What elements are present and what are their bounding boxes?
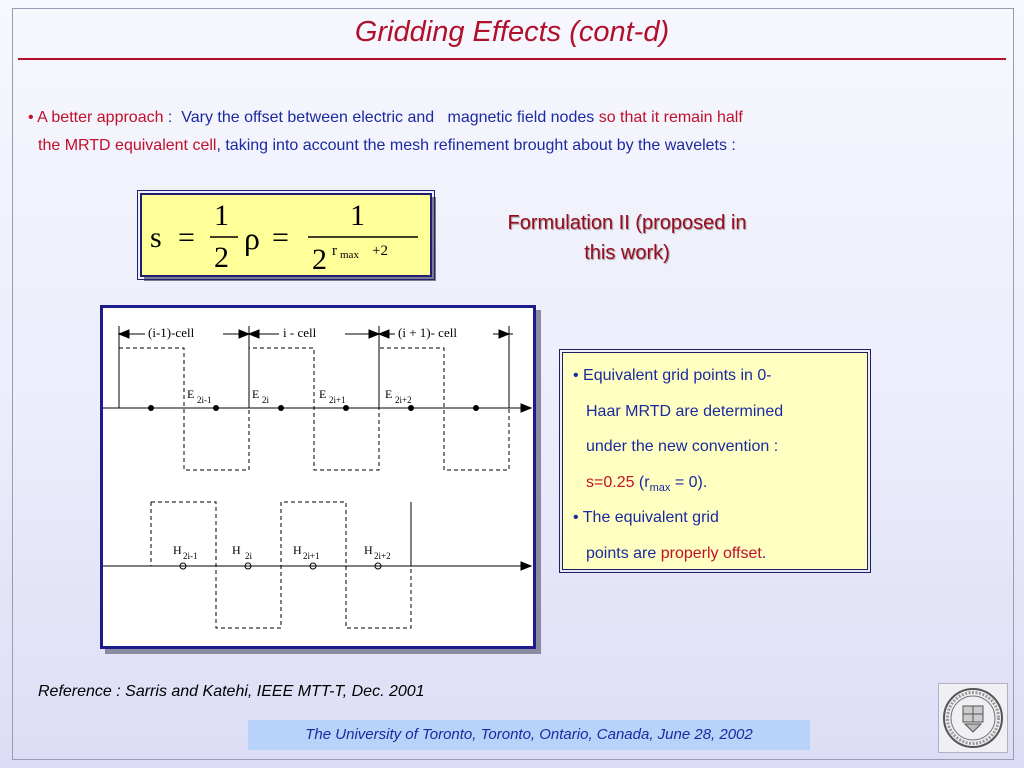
grid-diagram	[100, 305, 536, 649]
university-seal-icon	[938, 683, 1008, 753]
approach-bullet	[28, 104, 743, 160]
bullet-marker: •	[28, 109, 34, 126]
cell-label-next: (i + 1)- cell	[398, 325, 457, 340]
info-b1-l4a: (r	[634, 473, 650, 491]
formula-exp-plus2: +2	[372, 243, 388, 259]
h-label-1: H	[173, 543, 182, 557]
formula-den-1: 2	[214, 241, 229, 274]
cell-label-prev: (i-1)-cell	[148, 325, 195, 340]
h-sub-4: 2i+2	[374, 551, 391, 561]
formulation-label-line2: this work)	[584, 242, 670, 264]
h-sub-3: 2i+1	[303, 551, 320, 561]
approach-text-2: so that it remain half	[594, 109, 743, 126]
info-bullet-1-line-1: • Equivalent grid points in 0-	[573, 367, 772, 384]
formula-exp-r: r	[332, 243, 337, 259]
approach-text-3: the MRTD equivalent cell	[38, 137, 217, 154]
h-label-2: H	[232, 543, 241, 557]
info-bullet-2-line-1: • The equivalent grid	[573, 509, 719, 526]
e-label-1: E	[187, 387, 195, 401]
formula-eq-2: =	[272, 221, 289, 254]
info-b1-l4-sub: max	[649, 481, 671, 494]
info-b2-l2a: points are	[586, 544, 661, 562]
formula-exp-max: max	[340, 249, 359, 261]
info-b1-l1: Equivalent grid points in 0-	[583, 367, 772, 384]
formula-svg	[142, 195, 430, 275]
info-bullet-2-line-2	[573, 536, 867, 572]
seal-svg	[939, 684, 1007, 752]
info-bullet-1-line-4	[573, 465, 867, 501]
formula-rho: ρ	[244, 220, 260, 256]
e-label-3: E	[319, 387, 327, 401]
e-sub-3: 2i+1	[329, 395, 346, 405]
formula-s: s	[150, 221, 162, 254]
info-s-value: s=0.25	[586, 473, 635, 491]
approach-colon: :	[163, 109, 182, 126]
info-b1-l2: Haar MRTD are determined	[586, 402, 784, 420]
formulation-label-line1: Formulation II (proposed in	[507, 212, 747, 234]
formula-num-1: 1	[214, 199, 229, 232]
h-sub-2: 2i	[245, 551, 253, 561]
formula-box	[140, 193, 432, 277]
approach-label: A better approach	[37, 109, 164, 126]
approach-text-4: taking into account the mesh refinement brought about by the wavelets :	[225, 137, 736, 154]
slide-title: Gridding Effects (cont-d)	[354, 16, 670, 48]
h-sub-1: 2i-1	[183, 551, 198, 561]
title-rule	[18, 58, 1006, 60]
e-label-2: E	[252, 387, 260, 401]
cell-label-current: i - cell	[283, 325, 317, 340]
formula-den-2: 2	[312, 243, 327, 275]
e-sub-4: 2i+2	[395, 395, 412, 405]
e-label-4: E	[385, 387, 393, 401]
info-b2-l1: The equivalent grid	[582, 509, 719, 526]
info-b1-l4b: = 0).	[670, 473, 708, 491]
footer-banner: The University of Toronto, Toronto, Ontario, Canada, June 28, 2002	[248, 720, 810, 750]
h-label-3: H	[293, 543, 302, 557]
e-sub-2: 2i	[262, 395, 270, 405]
approach-comma: ,	[216, 137, 226, 154]
reference-text: Reference : Sarris and Katehi, IEEE MTT-T, Dec. 2001	[38, 683, 425, 700]
info-properly-offset: properly offset	[660, 544, 762, 562]
h-label-4: H	[364, 543, 373, 557]
formula-num-2: 1	[350, 199, 365, 232]
approach-text-1: Vary the offset between electric and magnetic field nodes	[181, 109, 595, 126]
formula-eq-1: =	[178, 221, 195, 254]
formulation-label	[462, 208, 792, 268]
info-box	[562, 352, 868, 570]
info-b1-l3: under the new convention :	[586, 438, 779, 455]
info-b2-l2b: .	[761, 544, 767, 562]
e-sub-1: 2i-1	[197, 395, 212, 405]
grid-diagram-svg	[103, 308, 533, 646]
